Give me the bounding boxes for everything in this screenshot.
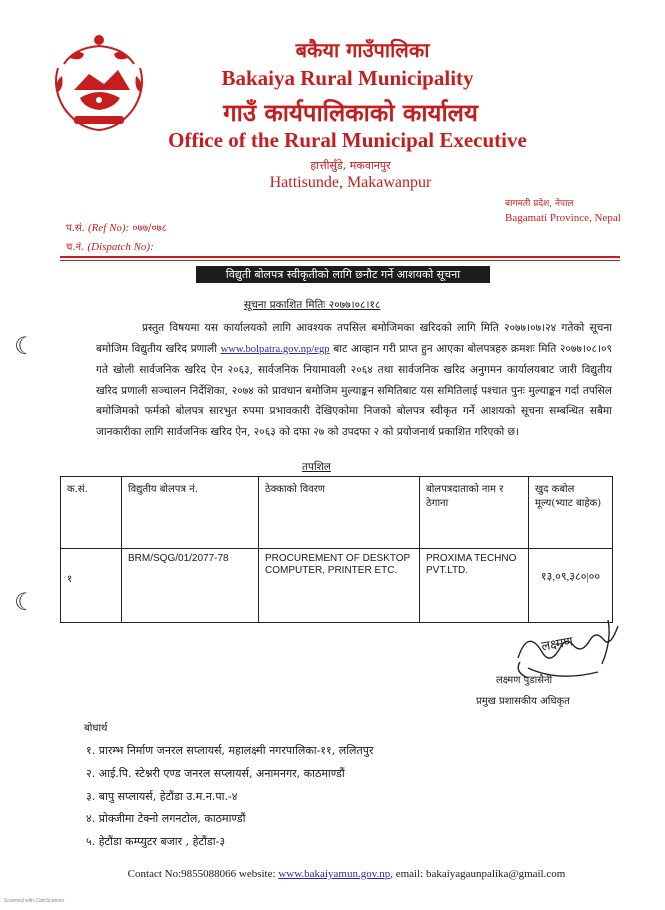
location-nepali: हात्तीसुँडे, मकवानपुर	[310, 159, 391, 172]
cell-bidder: PROXIMA TECHNO PVT.LTD.	[420, 549, 529, 623]
ref-label-english: (Ref No):	[88, 222, 130, 234]
notice-body	[96, 318, 612, 442]
list-item: ५. हेटौंडा कम्प्युटर बजार , हेटौंडा-३	[86, 835, 226, 849]
contact-number: Contact No:9855088066	[127, 868, 237, 880]
header-divider-thin	[60, 260, 620, 261]
header-bid-no: विद्युतीय बोलपत्र नं.	[122, 477, 259, 549]
province-nepali: बागमती प्रदेश, नेपाल	[505, 199, 574, 209]
list-item: १. प्रारम्भ निर्माण जनरल सप्लायर्स, महालक्ष्मी नगरपालिका-११, ललितपुर	[86, 744, 374, 757]
municipality-name-english: Bakaiya Rural Municipality	[221, 66, 474, 90]
punch-mark-bottom: ☾	[14, 588, 36, 616]
website-link[interactable]: www.bakaiyamun.gov.np	[278, 868, 391, 880]
header-divider	[60, 256, 620, 258]
list-item: ४. प्रोक्जीमा टेक्नो लगनटोल, काठमाण्डौं	[86, 812, 246, 826]
signatory-name: लक्ष्मण पुडासैनी	[496, 675, 553, 686]
municipality-name-nepali: बकैया गाउँपालिका	[295, 38, 430, 62]
header-description: ठेक्काको विवरण	[259, 477, 420, 549]
cc-heading: बोधार्थ	[84, 723, 108, 734]
header-bidder: बोलपत्रदाताको नाम र ठेगाना	[420, 477, 529, 549]
dispatch-number	[66, 239, 154, 253]
cc-list	[86, 740, 374, 854]
signatory-title: प्रमुख प्रशासकीय अधिकृत	[476, 696, 570, 707]
office-name-english: Office of the Rural Municipal Executive	[168, 128, 527, 152]
details-heading: तपशिल	[302, 461, 331, 473]
footer-contact: Contact No:9855088066 website: www.bakaiyamun.gov.np, email: bakaiyagaunpalika@gmail.com	[127, 868, 566, 880]
cell-description: PROCUREMENT OF DESKTOP COMPUTER, PRINTER ETC.	[259, 549, 420, 623]
website-label: website:	[238, 868, 276, 880]
notice-title: विद्युती बोलपत्र स्वीकृतीको लागि छनौट गर्ने आशयको सूचना	[196, 266, 490, 283]
header-amount: खुद कबोल मूल्य(भ्याट बाहेक)	[529, 477, 613, 549]
email-text: email: bakaiyagaunpalika@gmail.com	[395, 868, 566, 880]
cell-bid-no: BRM/SQG/01/2077-78	[122, 549, 259, 623]
punch-mark-top: ☾	[14, 332, 36, 360]
cell-sn: १	[61, 549, 122, 623]
signature-handwriting: लक्ष्मण	[540, 634, 575, 655]
cell-amount: १३,०९,३८०|००	[529, 549, 613, 623]
bolpatra-link[interactable]: www.bolpatra.gov.np/egp	[220, 343, 330, 355]
scanner-watermark: Scanned with CamScanner	[4, 898, 65, 904]
publish-date: सूचना प्रकाशित मितिः २०७७।०८।१८	[244, 299, 381, 311]
province-english: Bagamati Province, Nepal	[505, 212, 621, 224]
reference-number	[66, 220, 167, 234]
notice-body-part2: बाट आव्हान गरी प्राप्त हुन आएका बोलपत्रहरु क्रमशः मिति २०७७।०८।०९ गते खोली सार्वजनिक खरिद ऐन २०६३, सार्वजनिक नियामावली २०६४ तथा सार्वजनिक खरिद अनुगमन कार्यालयबाट जारी विद्युतीय खरिद प्रणाली सञ्चालन निर्देशिका, २०७४ को प्रावधान बमोजिम मुल्याङ्कन समितिबाट यस समितिलाई पश्चात पुनः मुल्याङ्कन गर्दा तपसिल बमोजिमको फर्मको बोलपत्र सारभुत रुपमा प्रभावकारी देखिएकोमा निजको बोलपत्र स्वीकृत गर्ने आशयको सूचना सम्बन्धित सबैमा जानकारीका लागि सार्वजनिक खरिद ऐन, २०६३ को दफा २७ को उपदफा २ को प्रयोजनार्थ प्रकाशित गरिएको छ।	[96, 342, 612, 438]
bid-details-table	[60, 476, 613, 623]
list-item: २. आई.पि. स्टेश्नरी एण्ड जनरल सप्लायर्स, अनामनगर, काठमाण्डौं	[86, 766, 345, 780]
notice-body-part1: प्रस्तुत विषयमा यस कार्यालयको लागि आवश्यक तपसिल बमोजिमका खरिदको लागि मिति २०७७।०७।२४ गतेको सूचना बमोजिम विद्युतीय खरिद प्रणाली	[96, 322, 612, 355]
ref-value: ०७७/०७८	[132, 223, 167, 234]
list-item: ३. बापु सप्लायर्स, हेटौंडा उ.म.न.पा.-४	[86, 789, 238, 803]
table-header-row	[61, 477, 613, 549]
dispatch-label-nepali: च.नं.	[66, 242, 85, 253]
location-english: Hattisunde, Makawanpur	[269, 174, 432, 191]
ref-label-nepali: प.सं.	[66, 223, 85, 234]
dispatch-label-english: (Dispatch No):	[87, 241, 154, 253]
office-name-nepali: गाउँ कार्यपालिकाको कार्यालय	[223, 98, 478, 127]
header-sn: क.सं.	[61, 477, 122, 549]
